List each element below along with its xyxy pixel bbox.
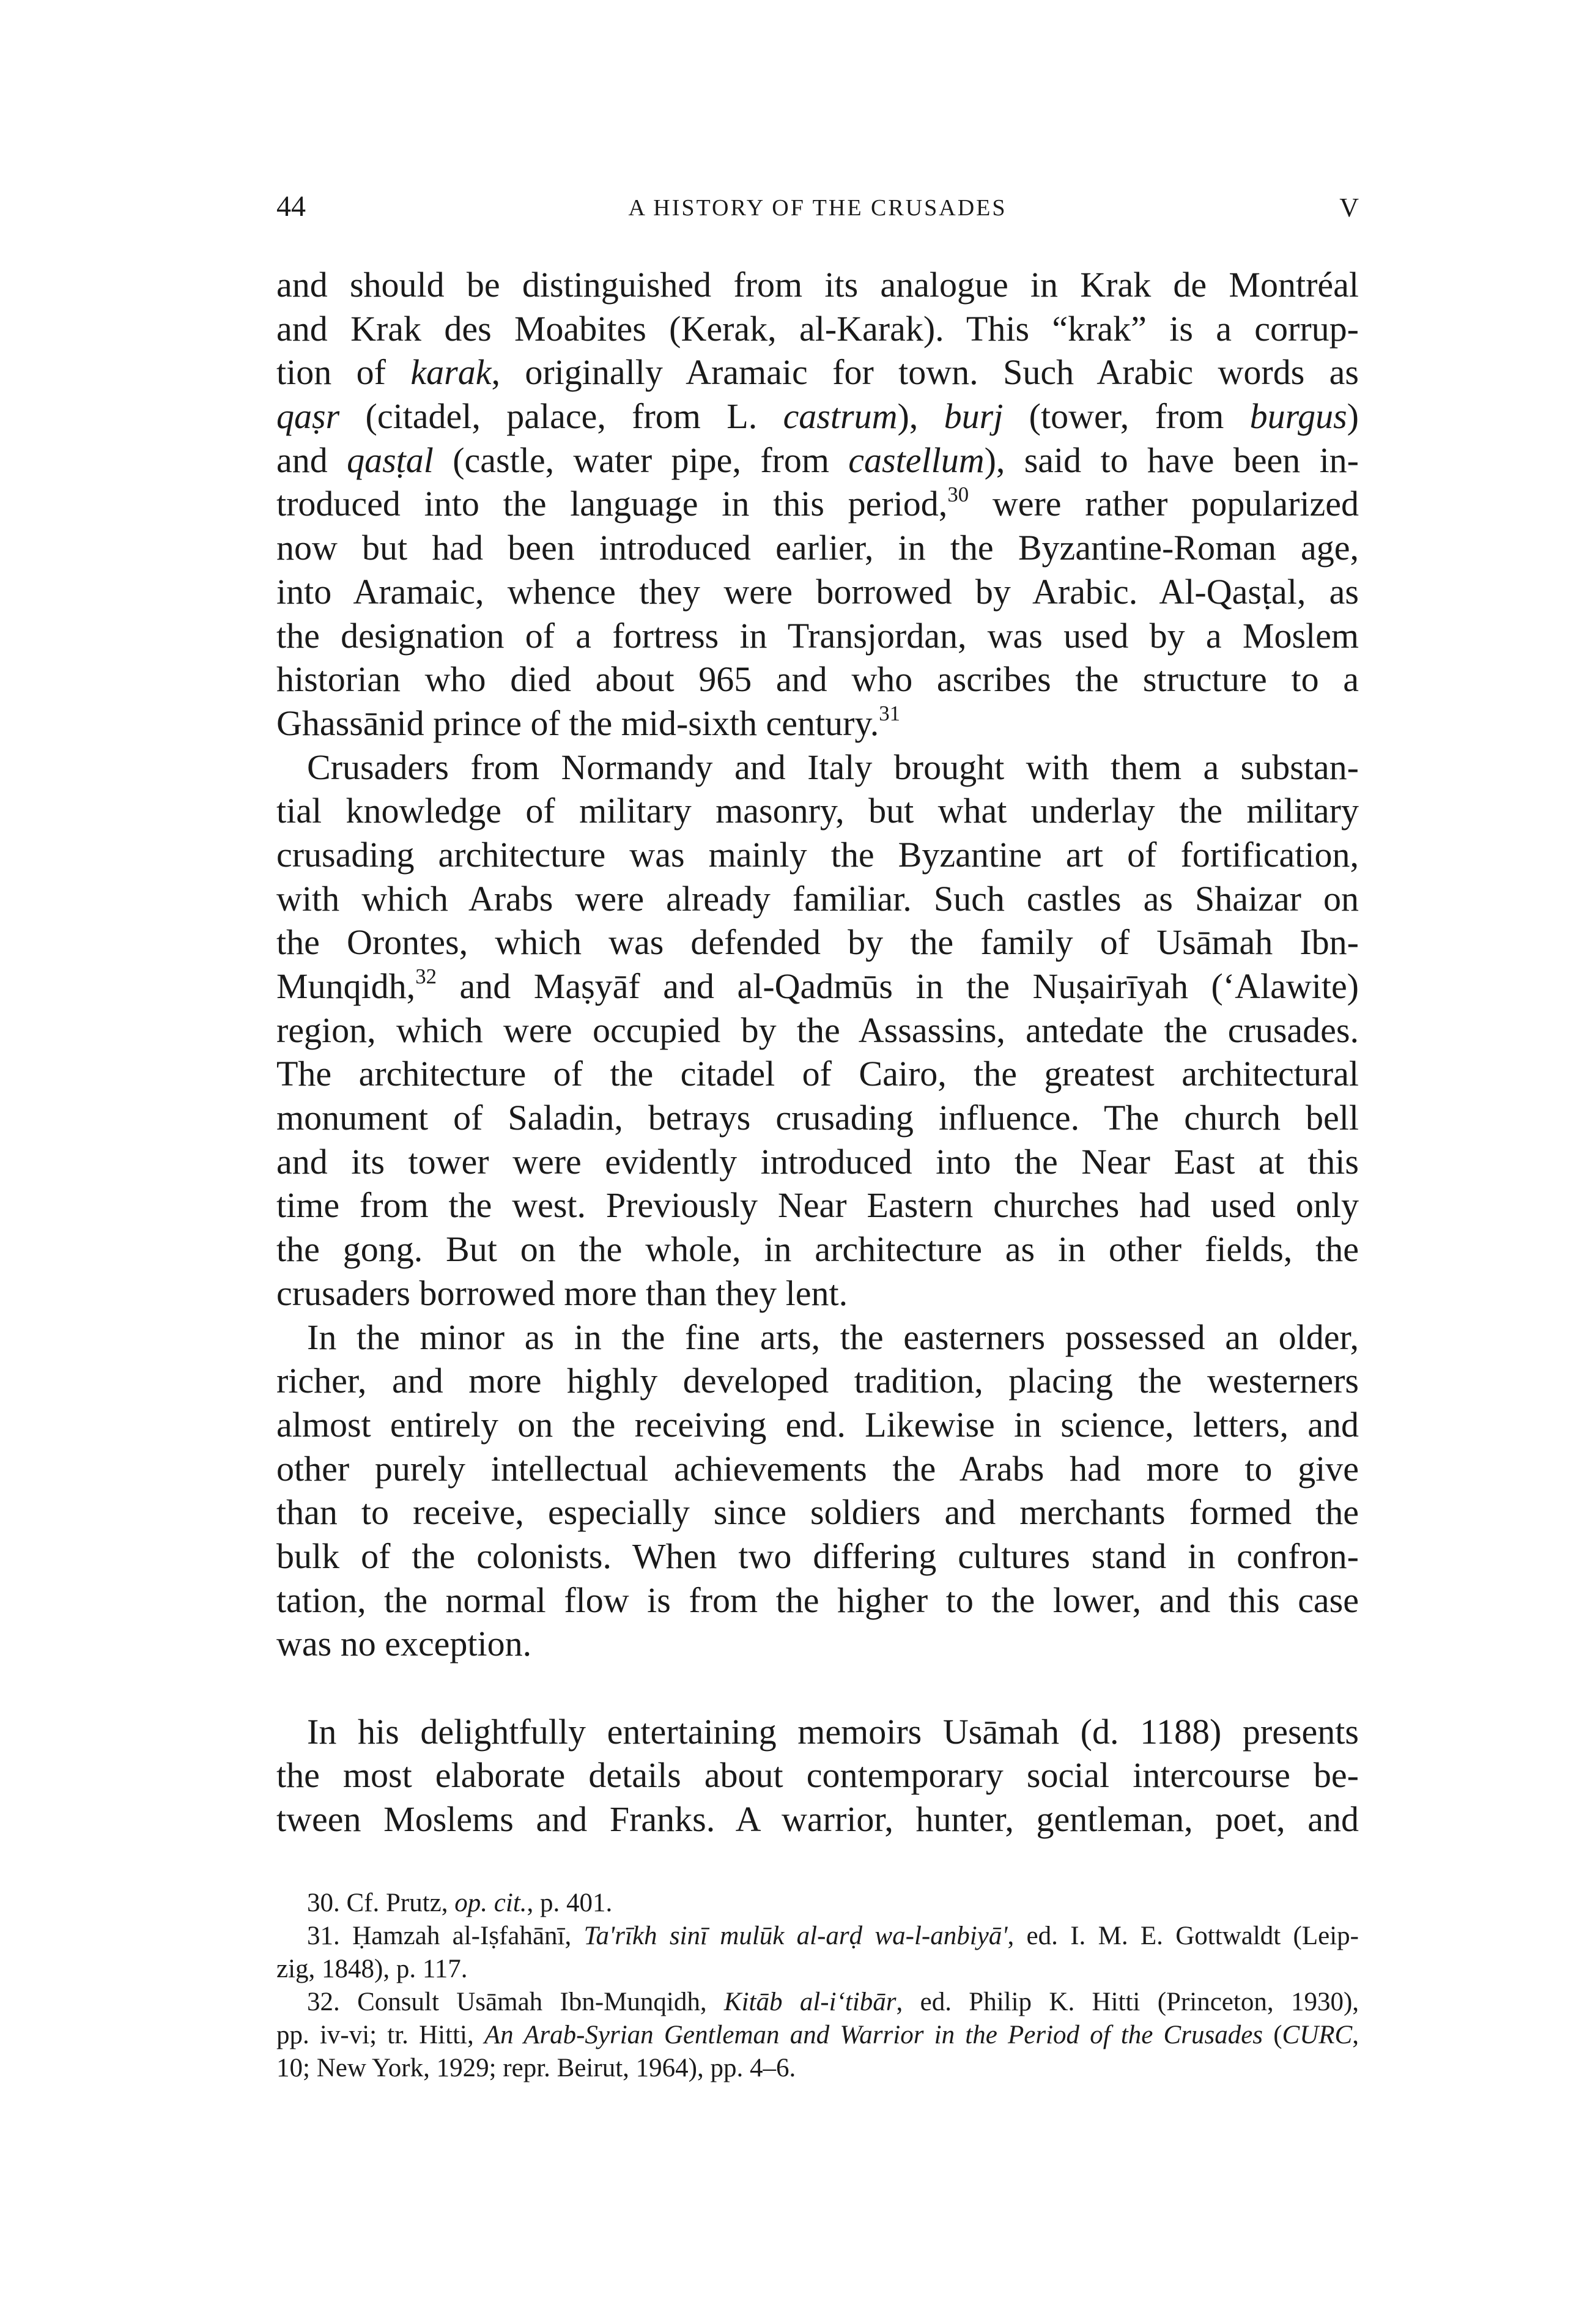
- paragraph: [276, 263, 1359, 746]
- text-line: and its tower were evidently introduced into the Near East at this: [276, 1141, 1359, 1182]
- text-line: region, which were occupied by the Assassins, antedate the crusades.: [276, 1010, 1359, 1050]
- paragraph: [276, 1710, 1359, 1841]
- body-text: [276, 263, 1359, 1841]
- footnote-30: [276, 1887, 1359, 1920]
- text-line: time from the west. Previously Near Eastern churches had used only: [276, 1185, 1359, 1226]
- text-line: In the minor as in the fine arts, the easterners possessed an older,: [307, 1317, 1359, 1357]
- text-line: other purely intellectual achievements the Arabs had more to give: [276, 1448, 1359, 1489]
- text-line: the designation of a fortress in Transjordan, was used by a Moslem: [276, 615, 1359, 656]
- footnote-line: 10; New York, 1929; repr. Beirut, 1964), pp. 4–6.: [276, 2054, 796, 2082]
- text-line: now but had been introduced earlier, in the Byzantine-Roman age,: [276, 528, 1359, 568]
- text-line: than to receive, especially since soldiers and merchants formed the: [276, 1492, 1359, 1533]
- text-line: The architecture of the citadel of Cairo, the greatest architectural: [276, 1054, 1359, 1094]
- text-line: Ghassānid prince of the mid-sixth century.$^{31}$: [276, 701, 901, 743]
- footnote-line: pp. iv-vi; tr. Hitti, An Arab-Syrian Gentleman and Warrior in the Period of the Crusades (CURC,: [276, 2021, 1359, 2049]
- text-line: Munqidh,$^{32}$ and Maṣyāf and al-Qadmūs in the Nuṣairīyah (‘Alawite): [276, 964, 1359, 1006]
- text-line: was no exception.: [276, 1624, 532, 1664]
- text-line: Crusaders from Normandy and Italy brought with them a substan-: [307, 747, 1359, 787]
- footnote-line: 31. Ḥamzah al-Iṣfahānī, Ta'rīkh sinī mulūk al-arḍ wa-l-anbiyā', ed. I. M. E. Gottwaldt (Leip-: [307, 1922, 1359, 1950]
- text-line: the most elaborate details about contemporary social intercourse be-: [276, 1755, 1359, 1796]
- paragraph: [276, 1316, 1359, 1667]
- text-line: and qasṭal (castle, water pipe, from castellum), said to have been in-: [276, 440, 1359, 480]
- text-line: tween Moslems and Franks. A warrior, hunter, gentleman, poet, and: [276, 1799, 1359, 1840]
- text-line: the gong. But on the whole, in architecture as in other fields, the: [276, 1229, 1359, 1270]
- text-line: qaṣr (citadel, palace, from L. castrum), burj (tower, from burgus): [276, 396, 1359, 437]
- text-line: tial knowledge of military masonry, but what underlay the military: [276, 791, 1359, 831]
- text-line: In his delightfully entertaining memoirs Usāmah (d. 1188) presents: [307, 1711, 1359, 1752]
- footnote-line: 30. Cf. Prutz, op. cit., p. 401.: [307, 1889, 613, 1917]
- text-line: almost entirely on the receiving end. Likewise in science, letters, and: [276, 1404, 1359, 1445]
- page-number: 44: [276, 190, 306, 223]
- running-title: A HISTORY OF THE CRUSADES: [628, 195, 1007, 221]
- footnote-32: [276, 1986, 1359, 2085]
- footnotes: [276, 1887, 1359, 2085]
- footnote-31: [276, 1920, 1359, 1986]
- paragraph: [276, 746, 1359, 1316]
- running-header: [276, 190, 1359, 232]
- text-line: and Krak des Moabites (Kerak, al-Karak). This “krak” is a corrup-: [276, 308, 1359, 349]
- text-line: tion of karak, originally Aramaic for town. Such Arabic words as: [276, 352, 1359, 393]
- text-line: richer, and more highly developed tradition, placing the westerners: [276, 1361, 1359, 1401]
- text-line: historian who died about 965 and who ascribes the structure to a: [276, 659, 1359, 700]
- text-line: the Orontes, which was defended by the family of Usāmah Ibn-: [276, 922, 1359, 963]
- text-line: crusading architecture was mainly the Byzantine art of fortification,: [276, 834, 1359, 875]
- text-line: and should be distinguished from its analogue in Krak de Montréal: [276, 265, 1359, 305]
- text-line: troduced into the language in this period,$^{30}$ were rather popularized: [276, 482, 1359, 524]
- volume-number: V: [1339, 193, 1359, 223]
- footnote-line: 32. Consult Usāmah Ibn-Munqidh, Kitāb al-i‘tibār, ed. Philip K. Hitti (Princeton, 1930),: [307, 1988, 1359, 2016]
- footnote-line: zig, 1848), p. 117.: [276, 1955, 468, 1983]
- text-line: tation, the normal flow is from the higher to the lower, and this case: [276, 1580, 1359, 1620]
- text-line: with which Arabs were already familiar. Such castles as Shaizar on: [276, 878, 1359, 919]
- text-line: bulk of the colonists. When two differing cultures stand in confron-: [276, 1536, 1359, 1576]
- text-line: monument of Saladin, betrays crusading influence. The church bell: [276, 1098, 1359, 1138]
- text-line: crusaders borrowed more than they lent.: [276, 1273, 848, 1313]
- text-line: into Aramaic, whence they were borrowed by Arabic. Al-Qasṭal, as: [276, 571, 1359, 612]
- section-break: [276, 1666, 1359, 1710]
